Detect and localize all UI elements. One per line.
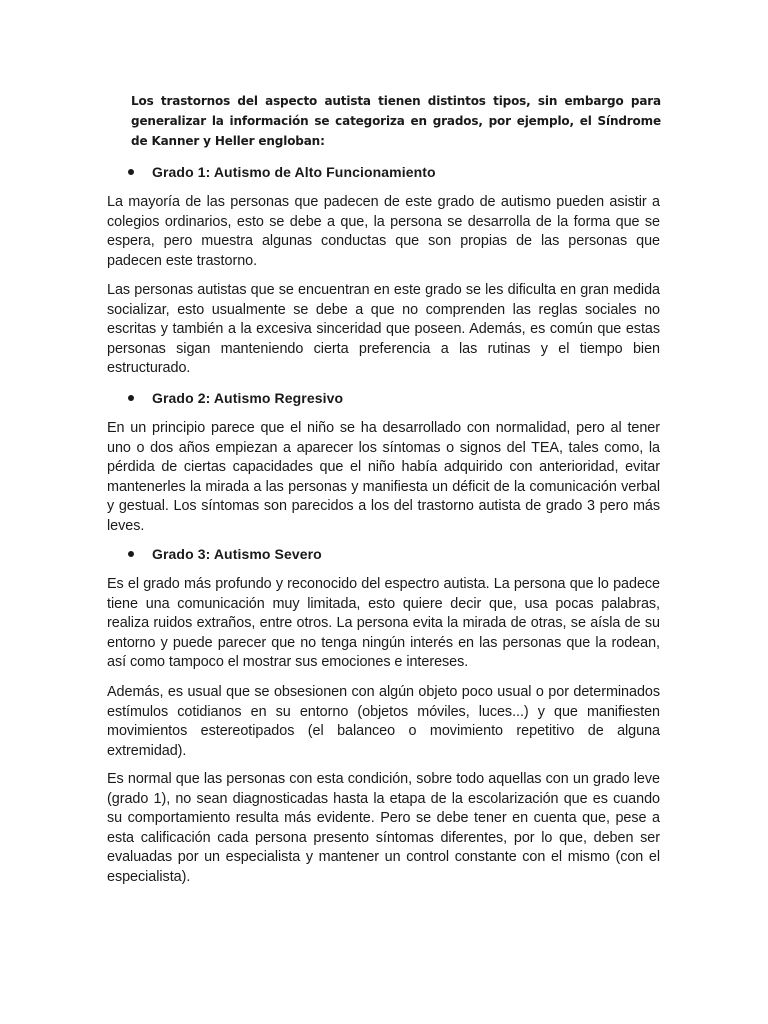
paragraph: En un principio parece que el niño se ha desarrollado con normalidad, pero al tener uno o dos años empiezan a aparecer los síntomas o signos del TEA, tales como, la pérdida de ciertas capacidades que el niño había adquirido con anterioridad, evitar mantenerles la mirada a las personas y manifiesta un déficit de la comunicación verbal y gestual. Los síntomas son parecidos a los del trastorno autista de grado 3 pero más leves. [107, 420, 660, 534]
section-heading-text: Grado 1: Autismo de Alto Funcionamiento [152, 164, 436, 180]
section-heading-text: Grado 3: Autismo Severo [152, 546, 322, 562]
paragraph: Las personas autistas que se encuentran en este grado se les dificulta en gran medida socializar, esto usualmente se debe a que no comprenden las reglas sociales no escritas y también a la excesiva sinceridad que poseen. Además, es común que estas personas sigan manteniendo cierta preferencia a las rutinas y el tiempo bien estructurado. [107, 282, 660, 376]
section-heading-grado-3 [128, 544, 322, 564]
paragraph: Además, es usual que se obsesionen con algún objeto poco usual o por determinados estímulos cotidianos en su entorno (objetos móviles, luces...) y que manifiesten movimientos estereotipados (el balanceo o movimiento repetitivo de alguna extremidad). [107, 684, 660, 759]
bullet-icon [128, 551, 134, 557]
paragraph: La mayoría de las personas que padecen de este grado de autismo pueden asistir a colegios ordinarios, esto se debe a que, la persona se desarrolla de la forma que se espera, pero muestra algunas conductas que son propias de las personas que padecen este trastorno. [107, 194, 660, 269]
paragraph: Es el grado más profundo y reconocido del espectro autista. La persona que lo padece tiene una comunicación muy limitada, esto quiere decir que, usa pocas palabras, realiza ruidos extraños, entre otros. La persona evita la mirada de otras, se aísla de su entorno y puede parecer que no tenga ningún interés en las personas que la rodean, así como tampoco el mostrar sus emociones e intereses. [107, 576, 660, 670]
paragraph: Es normal que las personas con esta condición, sobre todo aquellas con un grado leve (grado 1), no sean diagnosticadas hasta la etapa de la escolarización que es cuando su comportamiento resulta más evidente. Pero se debe tener en cuenta que, pese a esta calificación cada persona presento síntomas diferentes, por lo que, deben ser evaluadas por un especialista y mantener un control constante con el mismo (con el especialista). [107, 771, 660, 885]
bullet-icon [128, 395, 134, 401]
bullet-icon [128, 169, 134, 175]
section-heading-grado-2 [128, 388, 343, 408]
section-heading-text: Grado 2: Autismo Regresivo [152, 390, 344, 406]
section-heading-grado-1 [128, 162, 436, 182]
intro-paragraph: Los trastornos del aspecto autista tienen distintos tipos, sin embargo para generalizar la información se categoriza en grados, por ejemplo, el Síndrome de Kanner y Heller engloban: [131, 94, 661, 148]
